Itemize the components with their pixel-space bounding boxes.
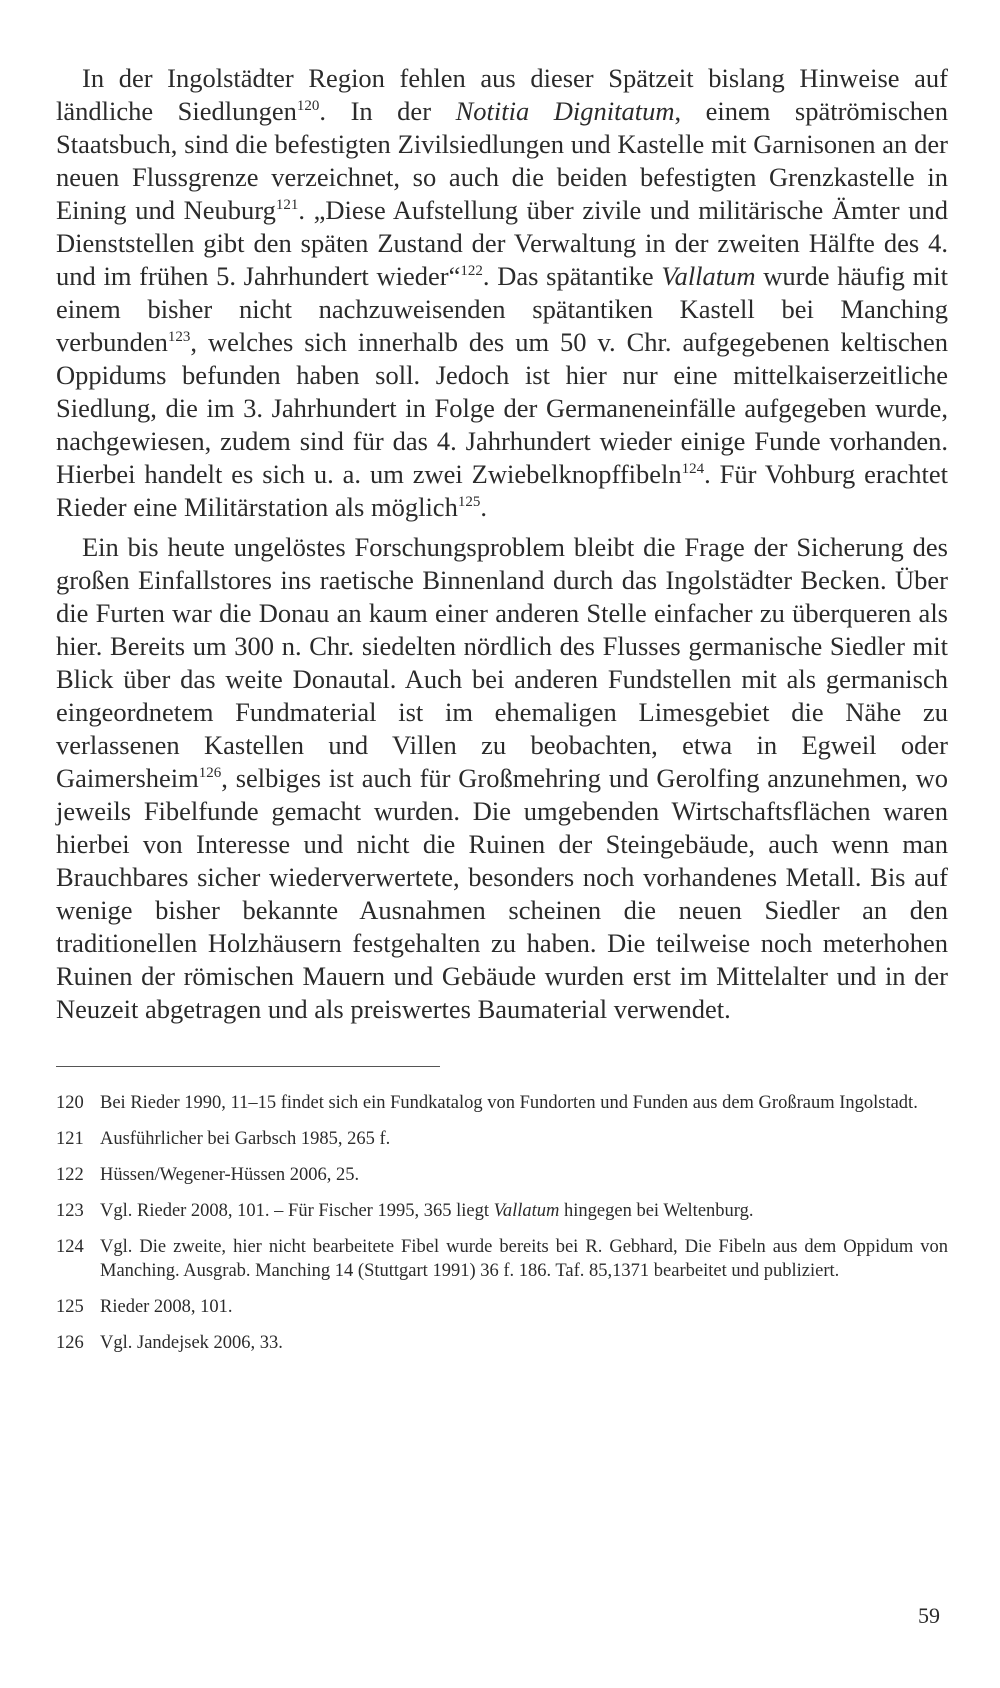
text-run: Rieder 2008, 101. [100, 1297, 233, 1317]
footnote-text [100, 1235, 948, 1283]
footnote-reference: 122 [460, 263, 483, 280]
footnote [56, 1235, 948, 1283]
page-number: 59 [918, 1603, 940, 1628]
footnote-reference: 124 [681, 461, 705, 478]
text-run: . In der [319, 96, 456, 126]
footnote [56, 1127, 948, 1151]
text-run: Vgl. Die zweite, hier nicht bearbeitete Fibel wurde bereits bei R. Gebhard, Die Fibeln aus dem Oppidum von Manching. Ausgrab. Manching 14 (Stuttgart 1991) 36 f. 186. Taf. 85,1371 bearbeitet und publiziert. [100, 1237, 948, 1281]
footnote-text [100, 1127, 948, 1151]
paragraph [56, 531, 948, 1026]
footnote [56, 1295, 948, 1319]
text-run: Vgl. Rieder 2008, 101. – Für Fischer 1995, 365 liegt [100, 1201, 494, 1221]
text-run: , selbiges ist auch für Großmehring und Gerolfing anzunehmen, wo jeweils Fibelfunde gemacht wurden. Die umgebenden Wirtschaftsflächen waren hierbei von Interesse und nicht die Ruinen der Steingebäude, auch wenn man Brauchbares sicher wiederverwertete, besonders noch vorhandenes Metall. Bis auf wenige bisher bekannte Ausnahmen scheinen die neuen Siedler an den traditionellen Holzhäusern festgehalten zu haben. Die teilweise noch meterhohen Ruinen der römischen Mauern und Gebäude wurden erst im Mittelalter und in der Neuzeit abgetragen und als preiswertes Baumaterial verwendet. [56, 763, 948, 1024]
footnote [56, 1331, 948, 1355]
footnote [56, 1199, 948, 1223]
footnote-text [100, 1163, 948, 1187]
text-run: In der Ingolstädter Region fehlen aus dieser Spätzeit bislang Hinweise auf ländliche Siedlungen [56, 63, 948, 126]
footnote-reference: 121 [275, 197, 299, 214]
text-run: Bei Rieder 1990, 11–15 findet sich ein Fundkatalog von Fundorten und Funden aus dem Großraum Ingolstadt. [100, 1093, 918, 1113]
text-run: . [480, 492, 487, 522]
paragraph [56, 62, 948, 524]
text-run: . „Diese Aufstellung über zivile und militärische Ämter und Dienststellen gibt den späten Zustand der Verwaltung in der zweiten Hälfte des 4. und im frühen 5. Jahrhundert wieder“ [56, 195, 948, 291]
footnote-reference: 126 [198, 765, 222, 782]
text-run: Ein bis heute ungelöstes Forschungsproblem bleibt die Frage der Sicherung des großen Einfallstores ins raetische Binnenland durch das Ingolstädter Becken. Über die Furten war die Donau an kaum einer anderen Stelle einfacher zu überqueren als hier. Bereits um 300 n. Chr. siedelten nördlich des Flusses germanische Siedler mit Blick über das weite Donautal. Auch bei anderen Fundstellen mit als germanisch eingeordnetem Fundmaterial ist im ehemaligen Limesgebiet die Nähe zu verlassenen Kastellen und Villen zu beobachten, etwa in Egweil oder Gaimersheim [56, 532, 948, 793]
footnote-text [100, 1295, 948, 1319]
footnote-text [100, 1091, 948, 1115]
text-run: Vgl. Jandejsek 2006, 33. [100, 1333, 283, 1353]
text-run: . Das spätantike [482, 261, 662, 291]
text-run: , einem spätrömischen Staatsbuch, sind die befestigten Zivilsiedlungen und Kastelle mit Garnisonen an der neuen Flussgrenze verzeichnet, so auch die beiden befestigten Grenzkastelle in Eining und Neuburg [56, 96, 948, 225]
footnote-number: 125 [56, 1297, 84, 1317]
footnote [56, 1163, 948, 1187]
footnote-number: 123 [56, 1201, 84, 1221]
footnote-text [100, 1331, 948, 1355]
footnote-number: 124 [56, 1237, 84, 1257]
italic-text: Vallatum [493, 1201, 560, 1221]
page-content [56, 62, 948, 1367]
footnote-number: 122 [56, 1165, 84, 1185]
footnote-reference: 123 [167, 329, 191, 346]
footnote-reference: 120 [296, 98, 320, 115]
footnote-reference: 125 [457, 494, 481, 511]
italic-text: Notitia Dignitatum [455, 96, 675, 126]
italic-text: Vallatum [661, 261, 756, 291]
text-run: Ausführlicher bei Garbsch 1985, 265 f. [100, 1129, 391, 1149]
text-run: hingegen bei Weltenburg. [559, 1201, 754, 1221]
text-run: Hüssen/Wegener-Hüssen 2006, 25. [100, 1165, 360, 1185]
footnote-number: 120 [56, 1093, 84, 1113]
body-text [56, 62, 948, 1026]
text-run: , welches sich innerhalb des um 50 v. Chr. aufgegebenen keltischen Oppidums befunden haben soll. Jedoch ist hier nur eine mittelkaiserzeitliche Siedlung, die im 3. Jahrhundert in Folge der Germaneneinfälle aufgegeben wurde, nachgewiesen, zudem sind für das 4. Jahrhundert wieder einige Funde vorhanden. Hierbei handelt es sich u. a. um zwei Zwiebelknopffibeln [56, 327, 948, 489]
text-run: . Für Vohburg erachtet Rieder eine Militärstation als möglich [56, 459, 948, 522]
footnote-number: 121 [56, 1129, 84, 1149]
footnote [56, 1091, 948, 1115]
footnote-text [100, 1199, 948, 1223]
footnotes [56, 1091, 948, 1355]
footnote-number: 126 [56, 1333, 84, 1353]
footnote-divider [56, 1066, 440, 1067]
text-run: wurde häufig mit einem bisher nicht nachzuweisenden spätantiken Kastell bei Manching verbunden [56, 261, 948, 357]
